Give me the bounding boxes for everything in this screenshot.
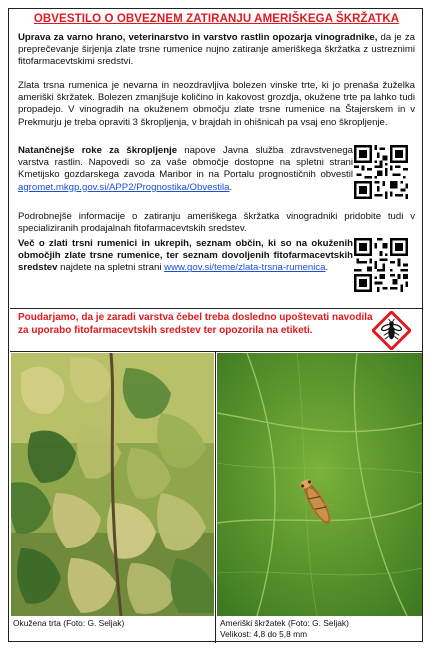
paragraph-disease: Zlata trsna rumenica je nevarna in neozdravljiva bolezen vinske trte, ki jo prenaša žuželka ameriški škržatek. Bolezen zmanjšuje količino in kakovost grozdja, okužene trte pa lahko tudi propadejo. V vinogradih na okuženem območju zlate trsne rumenice na Štajerskem in v Prekmurju je treba opraviti 3 škropljenja, v brajdah in ohišnicah pa vsaj eno škropljenje. (18, 80, 415, 128)
more-info-rest: najdete na spletni strani (57, 262, 165, 274)
more-info-bold: Več o zlati trsni rumenici in ukrepih, seznam občin, ki so na okuženih območjih zlate trsne rumenice, ter seznam dovoljenih fitofarmacevtskih sredstev (18, 238, 353, 274)
caption-leafhopper-size: Velikost: 4,8 do 5,8 mm (220, 629, 308, 639)
leafhopper-photo (217, 353, 422, 616)
notice-title: OBVESTILO O OBVEZNEM ZATIRANJU AMERIŠKEGA ŠKRŽATKA (33, 13, 400, 25)
bee-hazard-icon (372, 311, 411, 350)
paragraph-intro (18, 32, 415, 69)
caption-leafhopper: Ameriški škržatek (Foto: G. Seljak) (220, 618, 349, 628)
paragraph-shops: Podrobnejše informacije o zatiranju ameriškega škržatka vinogradniki pridobite tudi v specializiranih prodajalnah fitofarmacevtskih sredstev. (18, 211, 415, 235)
photo-divider (215, 352, 216, 643)
infected-vine-photo (11, 353, 214, 616)
paragraph-more-info: Več o zlati trsni rumenici in ukrepih, seznam občin, ki so na okuženih območjih zlate trsne rumenice, ter seznam dovoljenih fitofarmacevtskih sredstev najdete na spletni strani www.gov.si/teme/zlata-trsna-rumenica. (18, 238, 353, 274)
timing-rest: napove Javna služba zdravstvenega varstva rastlin. Napovedi so za vaše območje dostopne na spletni strani Kmetijsko gozdarskega zavoda Maribor in na Portalu prognostičnih obvestil (18, 145, 353, 181)
intro-rest: da je za preprečevanje širjenja zlate trsne rumenice nujno zatiranje ameriškega škržatka z ustreznimi fitofarmacevtskimi sredstvi. (18, 32, 415, 68)
intro-bold: Uprava za varno hrano, veterinarstvo in varstvo rastlin opozarja vinogradnike, (18, 32, 378, 43)
notice-sheet (8, 8, 423, 642)
timing-bold: Natančnejše roke za škropljenje (18, 145, 178, 156)
qr-code-prognostic[interactable] (354, 145, 408, 199)
paragraph-spray-timing: Natančnejše roke za škropljenje napove Javna služba zdravstvenega varstva rastlin. Napovedi so za vaše območje dostopne na spletni strani Kmetijsko gozdarskega zavoda Maribor in na Portalu prognostičnih obvestil agromet.mkgp.gov.si/APP2/Prognostika/Obvestila. (18, 145, 353, 193)
caption-infected-vine: Okužena trta (Foto: G. Seljak) (13, 618, 125, 628)
prognostic-link[interactable]: agromet.mkgp.gov.si/APP2/Prognostika/Obvestila (18, 181, 230, 193)
qr-code-gov[interactable] (354, 238, 408, 292)
gov-link[interactable]: www.gov.si/teme/zlata-trsna-rumenica (164, 262, 326, 274)
bee-warning-text: Poudarjamo, da je zaradi varstva čebel treba dosledno upoštevati navodila za uporabo fitofarmacevtskih sredstev ter opozorila na etiketi. (18, 312, 373, 336)
bee-warning-box (10, 308, 423, 352)
